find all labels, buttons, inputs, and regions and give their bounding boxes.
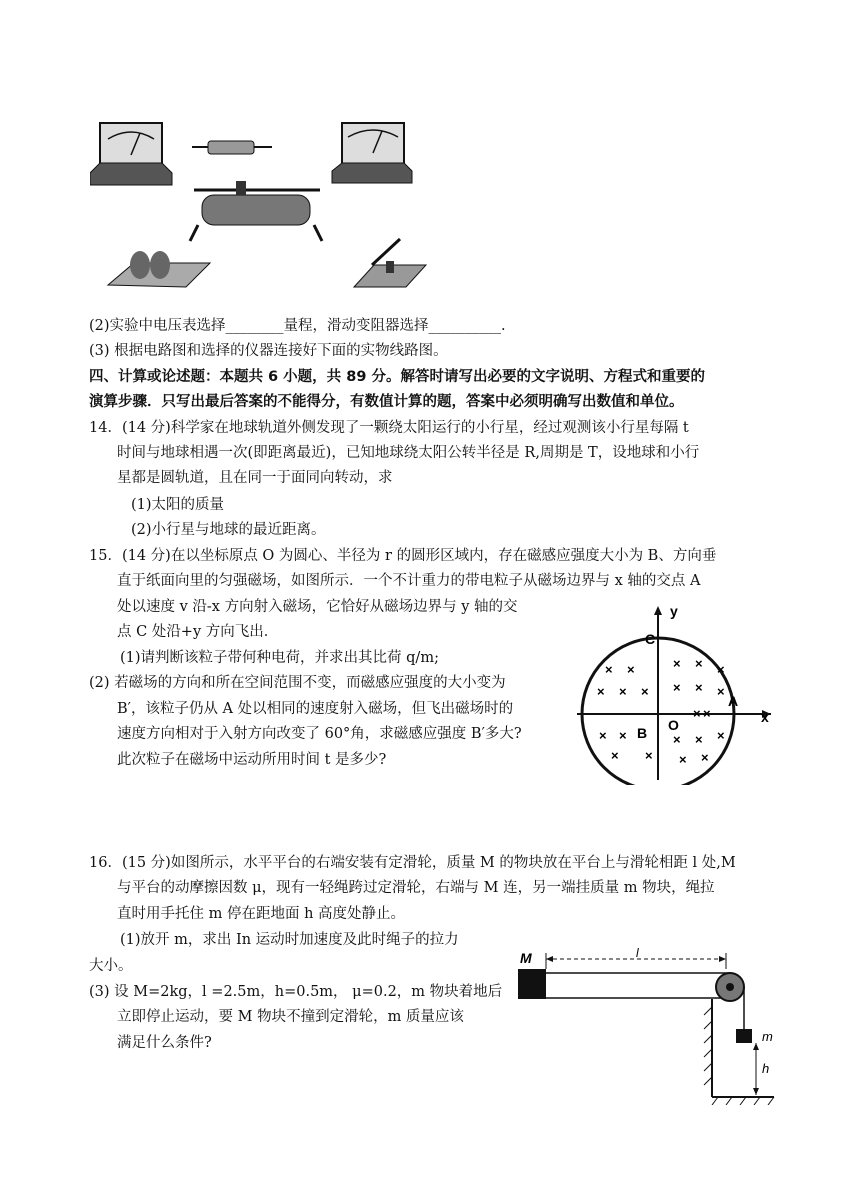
field-cross: × — [701, 750, 709, 765]
point-a-label: A — [728, 693, 739, 709]
distance-l-label: l — [636, 946, 639, 960]
x-label: x — [761, 709, 769, 725]
field-cross: × — [645, 748, 653, 763]
mass-M-label: M — [520, 950, 532, 966]
q15-line7: B′，该粒子仍从 A 处以相同的速度射入磁场，但飞出磁场时的 — [117, 701, 514, 717]
field-cross: × — [627, 662, 635, 677]
q15-line5: (1)请判断该粒子带何种电荷，并求出其比荷 q/m; — [120, 650, 439, 666]
q15-line3: 处以速度 v 沿-x 方向射入磁场，它恰好从磁场边界与 y 轴的交 — [117, 599, 518, 615]
field-cross: × — [673, 656, 681, 671]
battery-icon — [108, 251, 210, 287]
voltmeter-icon — [332, 123, 412, 183]
q14-line1: 14．(14 分)科学家在地球轨道外侧发现了一颗绕太阳运行的小行星，经过观测该小行星每隔 t — [89, 420, 689, 436]
q16-line6: (3) 设 M=2kg，l =2.5m，h=0.5m， μ=0.2，m 物块着地后 — [89, 984, 503, 1000]
switch-icon — [354, 239, 426, 287]
mass-m-label: m — [762, 1029, 773, 1044]
field-cross: × — [673, 732, 681, 747]
ammeter-icon — [90, 123, 172, 185]
origin-label: O — [668, 717, 679, 733]
field-cross: × — [599, 728, 607, 743]
pulley-figure — [512, 945, 780, 1105]
block-m — [736, 1029, 752, 1043]
field-cross: × — [695, 680, 703, 695]
q15-line4: 点 C 处沿+y 方向飞出． — [117, 624, 279, 640]
apparatus-figure-right — [330, 115, 430, 305]
q14-line4: (1)太阳的质量 — [131, 497, 225, 513]
q16-line5: 大小。 — [89, 958, 133, 974]
q14-line2: 时间与地球相遇一次(即距离最近)，已知地球绕太阳公转半径是 R,周期是 T，设地球和小行 — [117, 445, 700, 461]
field-cross: × — [619, 684, 627, 699]
q15-line8: 速度方向相对于入射方向改变了 60°角，求磁感应强度 B′多大? — [117, 726, 522, 742]
field-crosses — [597, 656, 725, 767]
q16-line7: 立即停止运动，要 M 物块不撞到定滑轮，m 质量应该 — [117, 1009, 464, 1025]
height-h-label: h — [762, 1061, 770, 1076]
resistor-icon — [192, 141, 272, 154]
q15-line1: 15．(14 分)在以坐标原点 O 为圆心、半径为 r 的圆形区域内，存在磁感应强度大小为 B、方向垂 — [89, 548, 717, 564]
field-cross: × — [703, 706, 711, 721]
q16-line8: 满足什么条件? — [117, 1035, 212, 1051]
point-c-label: C — [645, 631, 656, 647]
field-cross: × — [673, 680, 681, 695]
q15-line6: (2) 若磁场的方向和所在空间范围不变，而磁感应强度的大小变为 — [89, 675, 506, 691]
field-cross: × — [611, 748, 619, 763]
field-cross: × — [679, 752, 687, 767]
hatch-ground — [712, 1097, 774, 1105]
q16-line1: 16．(15 分)如图所示，水平平台的右端安装有定滑轮，质量 M 的物块放在平台上与滑轮相距 l 处,M — [89, 855, 736, 871]
section4-header-1: 四、计算或论述题：本题共 6 小题，共 89 分。解答时请写出必要的文字说明、方程式和重要的 — [89, 369, 705, 385]
block-M — [518, 969, 546, 999]
y-label: y — [670, 603, 678, 619]
q14-line5: (2)小行星与地球的最近距离。 — [131, 522, 326, 538]
section4-header-2: 演算步骤．只写出最后答案的不能得分，有数值计算的题，答案中必须明确写出数值和单位。 — [89, 394, 684, 410]
field-cross: × — [605, 662, 613, 677]
field-cross: × — [693, 706, 701, 721]
field-cross: × — [695, 656, 703, 671]
q15-line2: 直于纸面向里的匀强磁场，如图所示．一个不计重力的带电粒子从磁场边界与 x 轴的交点 A — [117, 573, 701, 589]
field-cross: × — [641, 684, 649, 699]
field-cross: × — [597, 684, 605, 699]
q13-line3: (3) 根据电路图和选择的仪器连接好下面的实物线路图。 — [89, 343, 448, 359]
point-b-label: B — [637, 725, 648, 741]
magnetic-field-figure — [575, 600, 775, 785]
hatch-wall — [704, 1007, 712, 1085]
field-cross: × — [717, 662, 725, 677]
q16-line3: 直时用手托住 m 停在距地面 h 高度处静止。 — [117, 906, 406, 922]
q14-line3: 星都是圆轨道，且在同一于面同向转动，求 — [117, 470, 393, 486]
field-cross: × — [717, 684, 725, 699]
q13-line2: (2)实验中电压表选择________量程，滑动变阻器选择__________. — [89, 318, 506, 334]
q15-line9: 此次粒子在磁场中运动所用时间 t 是多少? — [117, 752, 387, 768]
q16-line4: (1)放开 m，求出 In 运动时加速度及此时绳子的拉力 — [120, 932, 459, 948]
field-cross: × — [619, 728, 627, 743]
rheostat-icon — [190, 181, 322, 241]
field-cross: × — [695, 732, 703, 747]
field-cross: × — [717, 728, 725, 743]
q16-line2: 与平台的动摩擦因数 μ，现有一轻绳跨过定滑轮，右端与 M 连，另一端挂质量 m 物块，绳拉 — [117, 880, 715, 896]
